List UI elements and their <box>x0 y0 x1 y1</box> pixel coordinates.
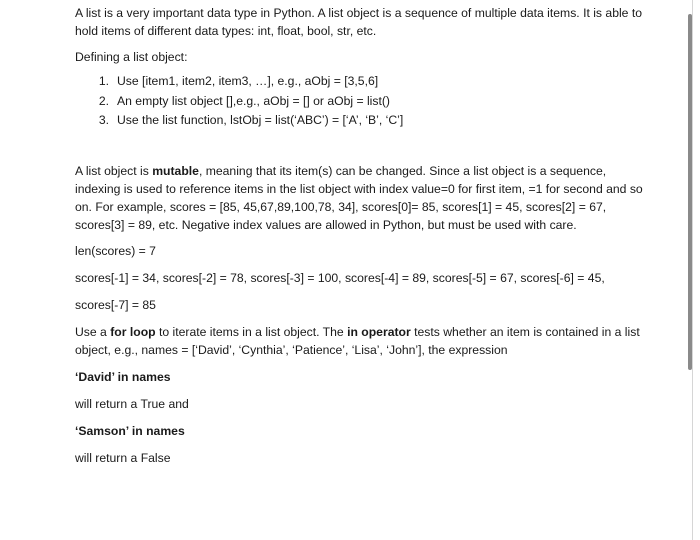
result-false: will return a False <box>75 451 171 465</box>
list-item <box>75 72 635 92</box>
bold-term-for-loop: for loop <box>110 325 156 339</box>
text-run: , meaning that its item(s) can be changed. Since a list object is a sequence, indexing is used to reference items in the list object with index value=0 for first item, =1 for second and so on. For example, scores = [85, 45,67,89,100,78, 34], scores[0]= 85, scores[1] = 45, scores[2] = 67, scores[3] = 89, etc. Negative index values are allowed in Python, but must be used with care. <box>75 164 643 232</box>
text-run: to iterate items in a list object. The <box>155 325 348 339</box>
negative-index-line-2: scores[-7] = 85 <box>75 298 156 312</box>
list-item <box>75 111 635 131</box>
expression-david <box>75 368 645 386</box>
intro-paragraph: A list is a very important data type in Python. A list object is a sequence of multiple data items. It is able to hold items of different data types: int, float, bool, str, etc. <box>75 6 643 38</box>
negative-index-line-1: scores[-1] = 34, scores[-2] = 78, scores[-3] = 100, scores[-4] = 89, scores[-5] = 67, scores[-6] = 45, <box>75 271 605 285</box>
expression-samson <box>75 422 645 440</box>
list-text: Use the list function, lstObj = list(‘ABC’) = [‘A’, ‘B’, ‘C’] <box>117 113 404 127</box>
list-number: 3. <box>98 113 109 127</box>
text-run: Use a <box>75 325 111 339</box>
result-true: will return a True and <box>75 397 189 411</box>
text-run: tests whether an item is contained in a list object, e.g., names = [‘David’, ‘Cynthia’, ‘Patience’, ‘Lisa’, ‘John’], the expression <box>75 325 640 357</box>
len-line: len(scores) = 7 <box>75 244 156 258</box>
loop-paragraph <box>75 323 645 359</box>
bold-expression: ‘Samson’ in names <box>75 424 185 438</box>
text-run: A list object is <box>75 164 153 178</box>
list-text: An empty list object [],e.g., aObj = [] or aObj = list() <box>117 93 390 108</box>
list-text: Use [item1, item2, item3, …], e.g., aObj = [3,5,6] <box>117 74 379 88</box>
vertical-scrollbar[interactable] <box>688 14 692 370</box>
list-number: 2. <box>98 93 109 108</box>
bold-term-mutable: mutable <box>152 164 199 178</box>
bold-term-in-operator: in operator <box>347 325 411 339</box>
defining-heading: Defining a list object: <box>75 50 188 64</box>
define-list <box>75 72 635 131</box>
list-item <box>75 92 635 112</box>
list-number: 1. <box>98 74 109 88</box>
bold-expression: ‘David’ in names <box>75 370 171 384</box>
mutable-paragraph <box>75 162 645 234</box>
